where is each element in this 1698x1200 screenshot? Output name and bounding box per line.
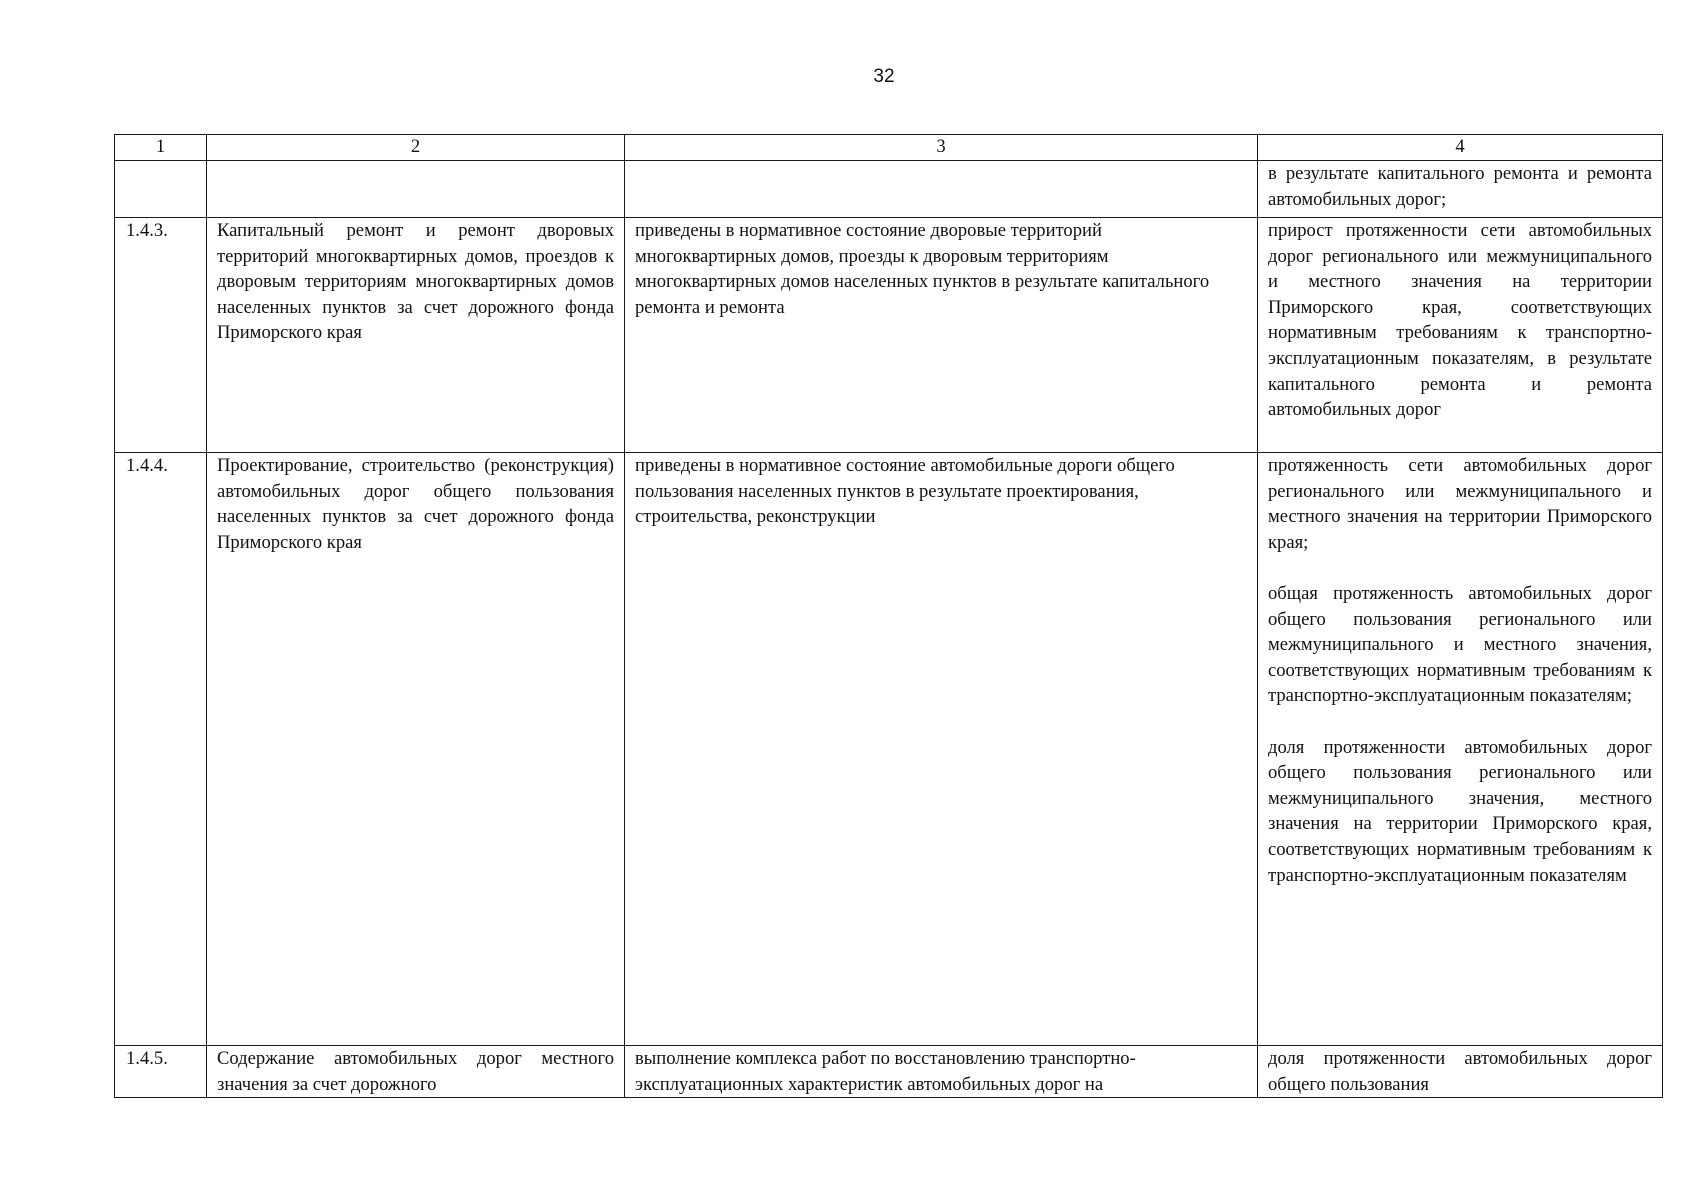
- expected-result: приведены в нормативное состояние автомобильные дороги общего пользования населенных пунктов в результате проектирования, строительства, реконструкции: [625, 453, 1258, 1046]
- indicator-text: общая протяженность автомобильных дорог общего пользования регионального или межмуниципального и местного значения, соответствующих нормативным требованиям к транспортно-эксплуатационным показателям;: [1268, 582, 1652, 707]
- header-cell-2: 2: [207, 135, 625, 161]
- expected-result: приведены в нормативное состояние дворовые территорий многоквартирных домов, проезды к дворовым территориям многоквартирных домов населенных пунктов в результате капитального ремонта и ремонта: [625, 218, 1258, 453]
- expected-result: выполнение комплекса работ по восстановлению транспортно-эксплуатационных характеристик автомобильных дорог на: [625, 1046, 1258, 1098]
- header-cell-3: 3: [625, 135, 1258, 161]
- program-table: [114, 134, 1663, 1098]
- indicator-text: в результате капитального ремонта и ремонта автомобильных дорог;: [1268, 163, 1652, 210]
- row-number: 1.4.5.: [115, 1046, 207, 1098]
- row-number: 1.4.3.: [115, 218, 207, 453]
- page-number: 32: [873, 66, 895, 87]
- measure-name: Капитальный ремонт и ремонт дворовых территорий многоквартирных домов, проездов к дворовым территориям многоквартирных домов населенных пунктов за счет дорожного фонда Приморского края: [207, 218, 625, 453]
- table-row: [115, 218, 1663, 453]
- indicator-text: протяженность сети автомобильных дорог регионального или межмуниципального и местного значения на территории Приморского края;: [1268, 455, 1652, 553]
- measure-name: Проектирование, строительство (реконструкция) автомобильных дорог общего пользования населенных пунктов за счет дорожного фонда Приморского края: [207, 453, 625, 1046]
- expected-result: [625, 161, 1258, 218]
- indicators-cell: [1258, 1046, 1663, 1098]
- header-cell-1: 1: [115, 135, 207, 161]
- row-number: 1.4.4.: [115, 453, 207, 1046]
- table-row: [115, 1046, 1663, 1098]
- indicator-text: прирост протяженности сети автомобильных дорог регионального или межмуниципального и местного значения на территории Приморского края, соответствующих нормативным требованиям к транспортно-эксплуатационным показателям, в результате капитального ремонта и ремонта автомобильных дорог: [1268, 220, 1652, 421]
- indicators-cell: [1258, 161, 1663, 218]
- measure-name: Содержание автомобильных дорог местного значения за счет дорожного: [207, 1046, 625, 1098]
- indicator-text: доля протяженности автомобильных дорог общего пользования регионального или межмуниципального значения, местного значения на территории Приморского края, соответствующих нормативным требованиям к транспортно-эксплуатационным показателям: [1268, 736, 1652, 886]
- table-header-row: [115, 135, 1663, 161]
- indicators-cell: [1258, 453, 1663, 1046]
- measure-name: [207, 161, 625, 218]
- header-cell-4: 4: [1258, 135, 1663, 161]
- indicator-text: доля протяженности автомобильных дорог общего пользования: [1268, 1048, 1652, 1095]
- indicators-cell: [1258, 218, 1663, 453]
- table-row: [115, 453, 1663, 1046]
- row-number: [115, 161, 207, 218]
- table-row: [115, 161, 1663, 218]
